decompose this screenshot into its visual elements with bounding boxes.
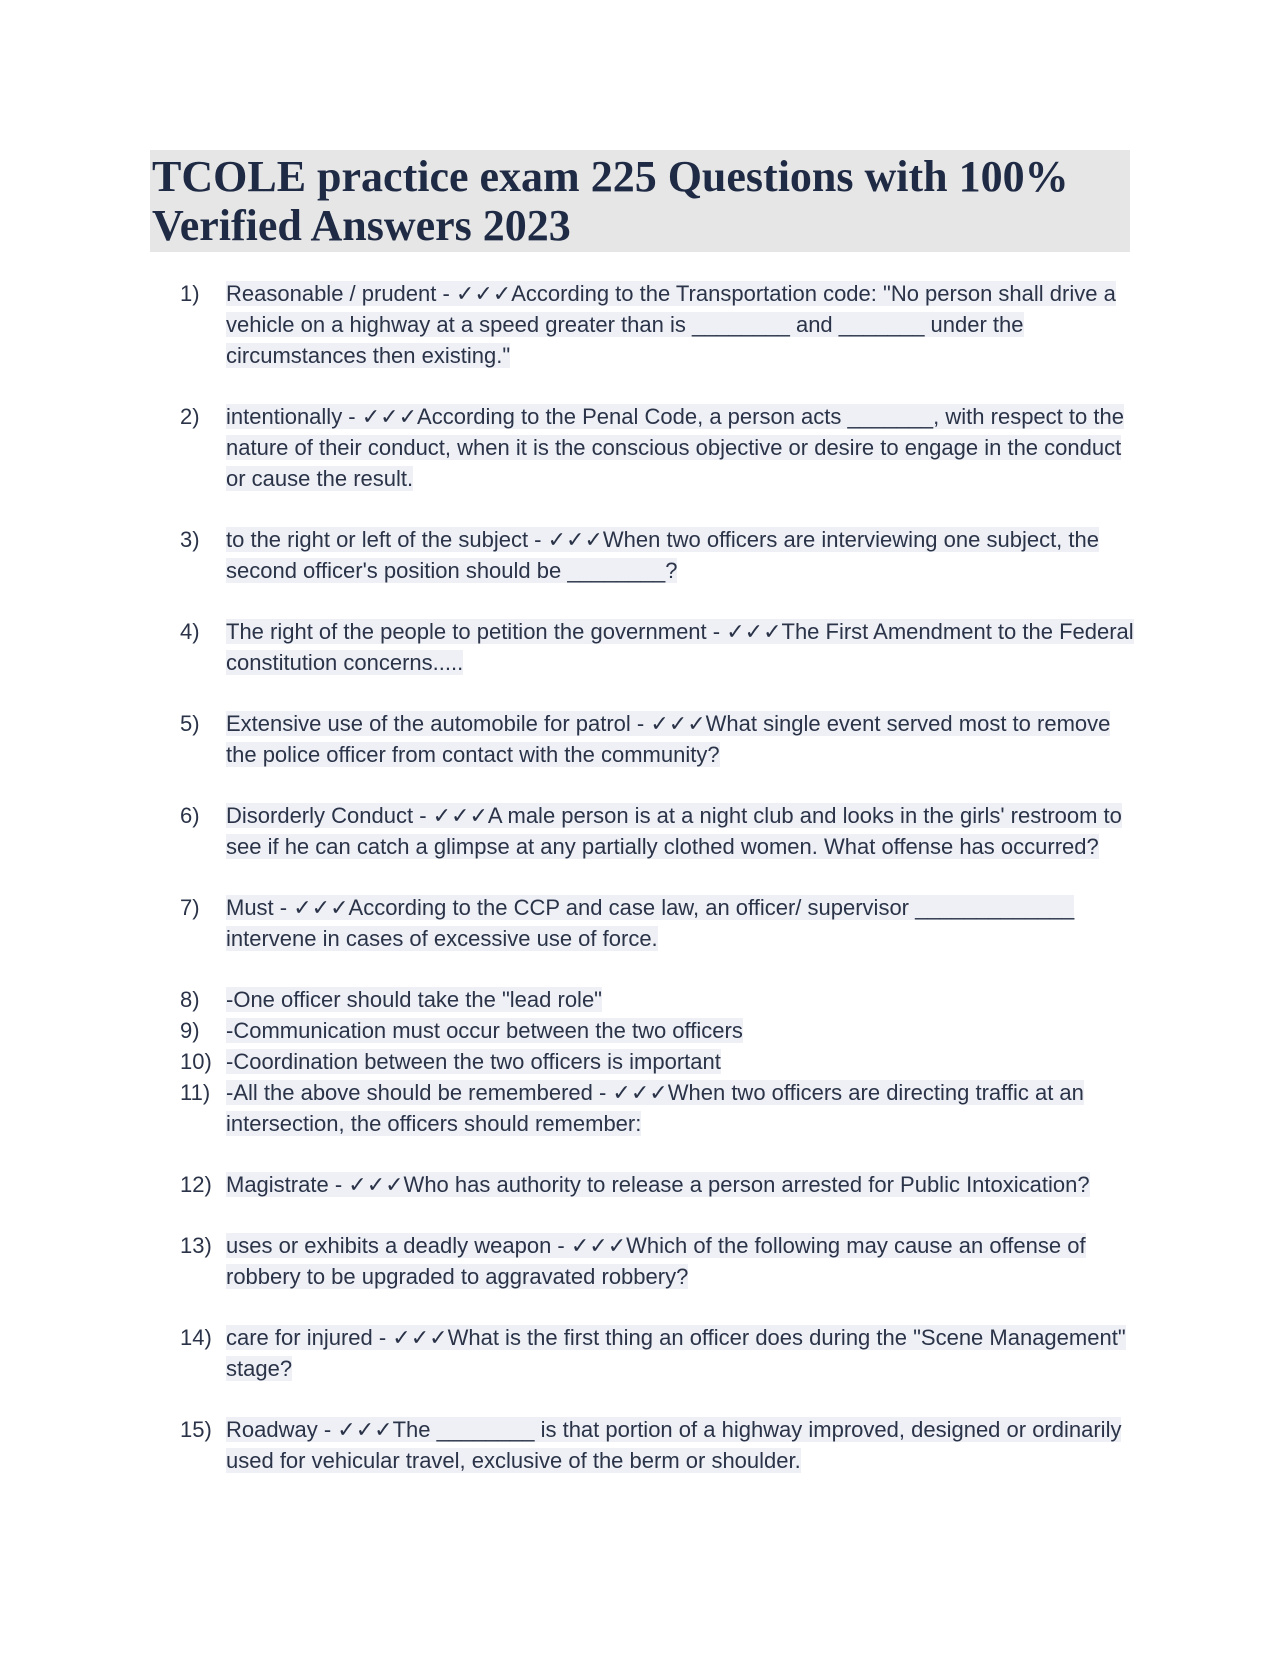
- item-text: intentionally - ✓✓✓According to the Penal Code, a person acts _______, with respect to the nature of their conduct, when it is the conscious objective or desire to engage in the conduct or cause the result.: [226, 404, 1124, 491]
- list-item: [180, 278, 1140, 371]
- list-item: [180, 1077, 1140, 1139]
- item-text: Roadway - ✓✓✓The ________ is that portion of a highway improved, designed or ordinarily used for vehicular travel, exclusive of the berm or shoulder.: [226, 1417, 1122, 1473]
- item-text: to the right or left of the subject - ✓✓✓When two officers are interviewing one subject, the second officer's position should be ________?: [226, 527, 1099, 583]
- item-number: 11): [180, 1080, 211, 1105]
- list-item: [180, 708, 1140, 770]
- list-item: [180, 616, 1140, 678]
- list-item: [180, 1169, 1140, 1200]
- item-number: 14): [180, 1325, 212, 1350]
- item-number: 12): [180, 1172, 212, 1197]
- item-number: 10): [180, 1049, 212, 1074]
- list-item: [180, 1414, 1140, 1476]
- page-title: TCOLE practice exam 225 Questions with 100% Verified Answers 2023: [152, 152, 1069, 250]
- list-item: [180, 1046, 1140, 1077]
- item-number: 3): [180, 527, 200, 552]
- list-item: [180, 984, 1140, 1015]
- title-block: [150, 150, 1130, 252]
- qa-list: [180, 278, 1140, 1506]
- item-number: 2): [180, 404, 200, 429]
- item-text: Magistrate - ✓✓✓Who has authority to release a person arrested for Public Intoxication?: [226, 1172, 1090, 1197]
- item-text: -One officer should take the "lead role": [226, 987, 602, 1012]
- list-item: [180, 1322, 1140, 1384]
- item-text: Reasonable / prudent - ✓✓✓According to the Transportation code: "No person shall drive a vehicle on a highway at a speed greater than is ________ and _______ under the circumstances then existing.": [226, 281, 1116, 368]
- item-number: 6): [180, 803, 200, 828]
- list-item: [180, 1230, 1140, 1292]
- list-item: [180, 800, 1140, 862]
- item-text: Extensive use of the automobile for patrol - ✓✓✓What single event served most to remove the police officer from contact with the community?: [226, 711, 1111, 767]
- item-text: -Communication must occur between the two officers: [226, 1018, 743, 1043]
- item-number: 7): [180, 895, 200, 920]
- item-text: uses or exhibits a deadly weapon - ✓✓✓Which of the following may cause an offense of robbery to be upgraded to aggravated robbery?: [226, 1233, 1086, 1289]
- item-number: 5): [180, 711, 200, 736]
- item-text: -All the above should be remembered - ✓✓✓When two officers are directing traffic at an intersection, the officers should remember:: [226, 1080, 1084, 1136]
- item-text: -Coordination between the two officers is important: [226, 1049, 721, 1074]
- list-item: [180, 892, 1140, 954]
- item-number: 13): [180, 1233, 212, 1258]
- item-number: 8): [180, 987, 200, 1012]
- item-number: 15): [180, 1417, 212, 1442]
- item-text: care for injured - ✓✓✓What is the first thing an officer does during the "Scene Management" stage?: [226, 1325, 1126, 1381]
- list-item: [180, 1015, 1140, 1046]
- list-item: [180, 401, 1140, 494]
- item-number: 9): [180, 1018, 200, 1043]
- item-text: Must - ✓✓✓According to the CCP and case law, an officer/ supervisor _____________ intervene in cases of excessive use of force.: [226, 895, 1075, 951]
- item-text: The right of the people to petition the government - ✓✓✓The First Amendment to the Federal constitution concerns.....: [226, 619, 1134, 675]
- item-number: 4): [180, 619, 200, 644]
- item-number: 1): [180, 281, 200, 306]
- list-item: [180, 524, 1140, 586]
- item-text: Disorderly Conduct - ✓✓✓A male person is at a night club and looks in the girls' restroom to see if he can catch a glimpse at any partially clothed women. What offense has occurred?: [226, 803, 1122, 859]
